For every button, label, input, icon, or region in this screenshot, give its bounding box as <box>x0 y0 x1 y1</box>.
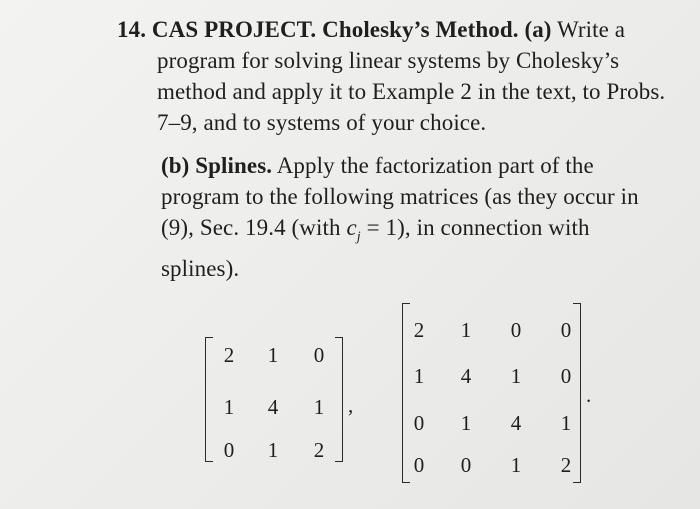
part-b-label: (b) Splines. <box>161 153 273 178</box>
part-a-line2: program for solving linear systems by Cholesky’s <box>157 48 620 73</box>
matrix-left-bracket <box>205 337 213 462</box>
part-a-line3: method and apply it to Example 2 in the text, to Probs. <box>157 79 666 104</box>
part-b-line2: program to the following matrices (as they occur in <box>161 184 639 209</box>
matrix-cell: 0 <box>413 453 425 477</box>
matrix-cell: 0 <box>223 438 235 462</box>
matrix-cell: 2 <box>413 318 425 342</box>
matrix-cell: 4 <box>460 364 472 388</box>
problem-number: 14. <box>117 17 147 42</box>
matrix-cell: 1 <box>510 364 522 388</box>
matrix-cell: 1 <box>510 453 522 477</box>
matrix-cell: 2 <box>313 438 325 462</box>
matrix-cell: 0 <box>560 318 572 342</box>
problem-14-part-a <box>117 14 665 138</box>
matrix-separator: , <box>348 393 354 417</box>
problem-14-part-b <box>161 150 639 284</box>
part-b-line1-text: Apply the factorization part of the <box>276 153 594 178</box>
matrix-cell: 0 <box>560 364 572 388</box>
problem-title: CAS PROJECT. Cholesky’s Method. <box>151 17 519 42</box>
part-b-line3-pre: (9), Sec. 19.4 (with <box>161 215 341 240</box>
matrix-cell: 1 <box>267 438 279 462</box>
matrix-3x3 <box>205 337 354 462</box>
part-a-line1-text: Write a <box>557 17 626 42</box>
matrix-cell: 0 <box>460 453 472 477</box>
cj-subscript: j <box>356 229 361 245</box>
part-b-line3-post: = 1), in connection with <box>366 215 590 240</box>
matrix-cell: 1 <box>460 411 472 435</box>
matrix-cell: 0 <box>510 318 522 342</box>
cj-base: c <box>346 215 357 240</box>
matrix-cell: 0 <box>413 411 425 435</box>
matrix-4x4 <box>402 303 592 483</box>
matrix-cell: 1 <box>460 318 472 342</box>
problem-header-line <box>117 14 665 45</box>
part-b-line3 <box>161 212 639 253</box>
part-a-line4: 7–9, and to systems of your choice. <box>157 110 487 135</box>
matrix-cell: 4 <box>510 411 522 435</box>
matrix-cell: 1 <box>560 411 572 435</box>
cj-variable <box>346 215 361 245</box>
part-b-line4: splines). <box>161 255 240 281</box>
matrix-cell: 1 <box>267 343 279 367</box>
matrix-cell: 1 <box>313 395 325 419</box>
matrix-cell: 1 <box>223 395 235 419</box>
matrix-separator: . <box>586 383 592 407</box>
matrix-cell: 0 <box>313 343 325 367</box>
part-b-line1 <box>161 150 639 181</box>
matrix-cell: 2 <box>223 343 235 367</box>
matrix-cell: 1 <box>413 364 425 388</box>
matrix-cell: 4 <box>267 395 279 419</box>
part-a-label: (a) <box>524 17 552 42</box>
matrix-right-bracket <box>335 337 343 462</box>
matrix-cell: 2 <box>560 453 572 477</box>
